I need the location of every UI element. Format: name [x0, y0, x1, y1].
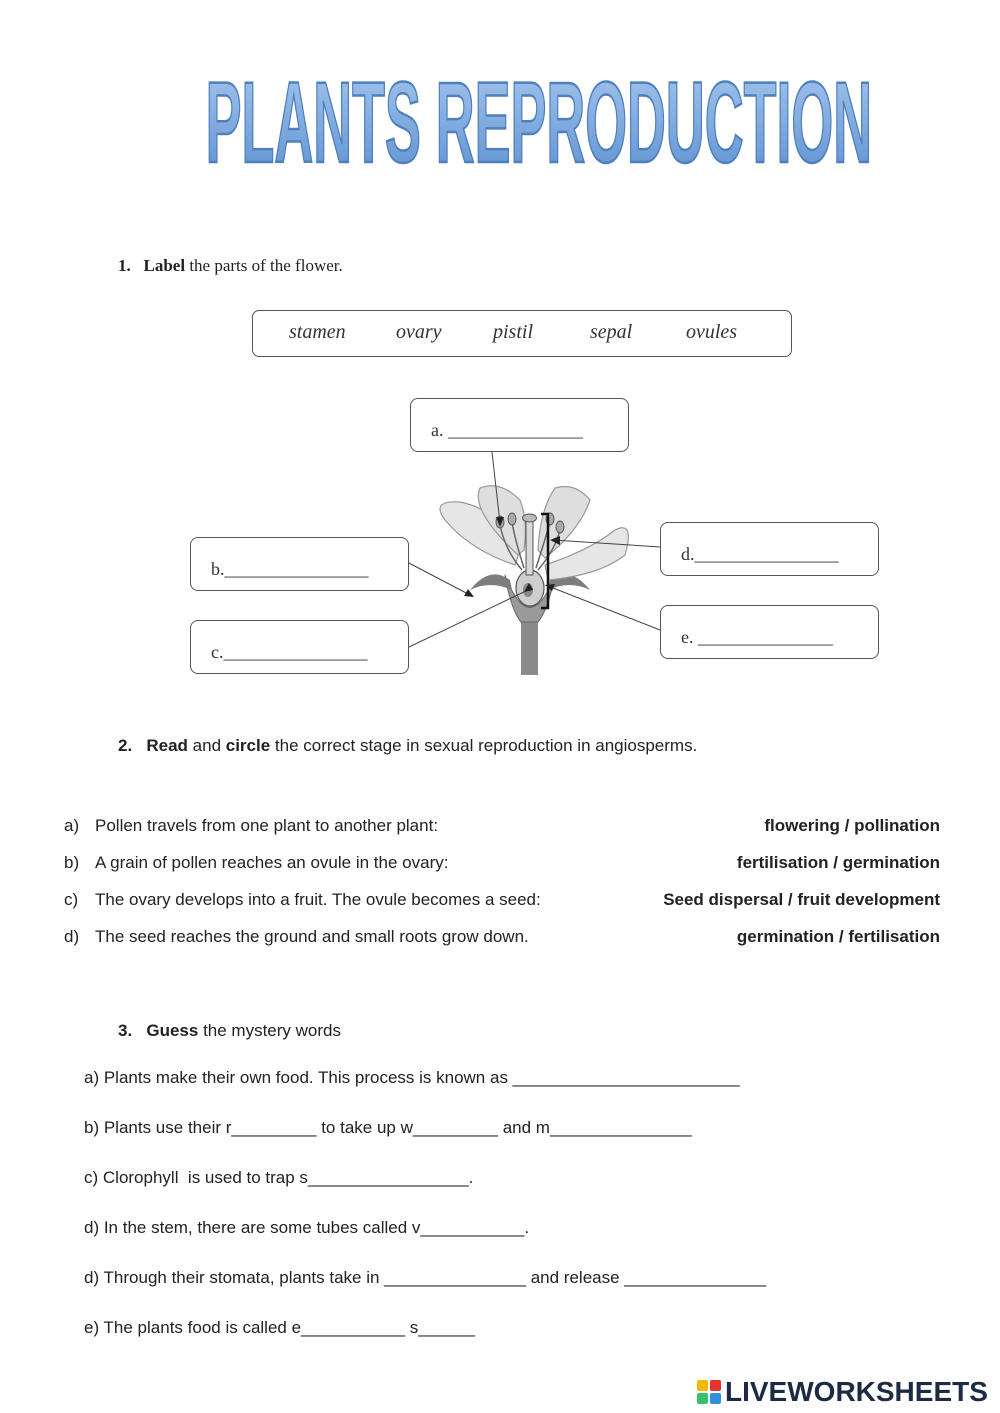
- section1-rest: the parts of the flower.: [185, 256, 343, 275]
- logo-grid-icon: [697, 1380, 723, 1406]
- worksheet-title: [190, 62, 890, 202]
- section2-heading: [118, 736, 697, 756]
- section2-bold-read: Read: [146, 736, 188, 755]
- stage-item-text: The seed reaches the ground and small roots grow down.: [95, 927, 529, 946]
- stage-item: [64, 816, 940, 840]
- stage-item-options[interactable]: fertilisation / germination: [736, 853, 940, 872]
- label-e: e. _______________: [681, 627, 833, 647]
- flower-stigma: [523, 514, 537, 522]
- stage-item-options[interactable]: Seed dispersal / fruit development: [663, 890, 940, 909]
- word-bank-item: ovules: [686, 321, 738, 343]
- mystery-line[interactable]: d) In the stem, there are some tubes called v___________.: [84, 1218, 530, 1237]
- section1-number: 1.: [118, 256, 131, 275]
- word-bank-item: pistil: [493, 321, 534, 343]
- stage-item-options[interactable]: flowering / pollination: [764, 816, 940, 835]
- section2-bold-circle: circle: [225, 736, 271, 755]
- section2-number: 2.: [118, 736, 133, 755]
- stage-item: [64, 853, 940, 877]
- mystery-line[interactable]: a) Plants make their own food. This process is known as ________________________: [84, 1068, 740, 1087]
- section3-number: 3.: [118, 1021, 133, 1040]
- stage-item-letter: c): [64, 890, 79, 909]
- section3-heading: [118, 1021, 341, 1041]
- stage-item-options[interactable]: germination / fertilisation: [736, 927, 940, 946]
- stage-item-text: A grain of pollen reaches an ovule in the ovary:: [95, 853, 449, 872]
- label-c: c.________________: [211, 642, 368, 662]
- section1-heading: [118, 256, 343, 276]
- stage-item-text: The ovary develops into a fruit. The ovule becomes a seed:: [95, 890, 541, 909]
- label-box-e[interactable]: [660, 605, 879, 659]
- stage-item-text: Pollen travels from one plant to another plant:: [95, 816, 439, 835]
- word-bank-item: ovary: [396, 321, 442, 343]
- section2-mid: and: [187, 736, 226, 755]
- stage-item: [64, 927, 940, 951]
- section3-bold: Guess: [146, 1021, 199, 1040]
- mystery-line[interactable]: d) Through their stomata, plants take in _______________ and release _______________: [84, 1268, 767, 1287]
- word-bank: [252, 310, 792, 357]
- label-box-b[interactable]: [190, 537, 409, 591]
- mystery-line[interactable]: e) The plants food is called e___________ s______: [84, 1318, 475, 1337]
- section2-rest: the correct stage in sexual reproduction in angiosperms.: [270, 736, 698, 755]
- mystery-line[interactable]: c) Clorophyll is used to trap s_________________.: [84, 1168, 474, 1187]
- flower-petal-back-right: [538, 487, 590, 559]
- section3-rest: the mystery words: [198, 1021, 341, 1040]
- label-a: a. _______________: [431, 420, 583, 440]
- label-box-d[interactable]: [660, 522, 879, 576]
- stage-item-letter: b): [64, 853, 80, 872]
- title-outline: PLANTS REPRODUCTION: [205, 62, 873, 187]
- word-bank-item: stamen: [289, 321, 346, 343]
- mystery-line[interactable]: b) Plants use their r_________ to take up w_________ and m_______________: [84, 1118, 692, 1137]
- stage-item: [64, 890, 940, 914]
- section1-bold: Label: [143, 256, 186, 275]
- label-box-c[interactable]: [190, 620, 409, 674]
- label-d: d.________________: [681, 544, 839, 564]
- stage-item-letter: d): [64, 927, 80, 946]
- word-bank-item: sepal: [590, 321, 633, 343]
- stage-item-letter: a): [64, 816, 80, 835]
- title-text: PLANTS REPRODUCTION: [205, 62, 873, 187]
- flower-pistil-style: [526, 520, 533, 575]
- logo-text: LIVEWORKSHEETS: [725, 1376, 988, 1407]
- label-box-a[interactable]: [410, 398, 629, 452]
- label-b: b.________________: [211, 559, 369, 579]
